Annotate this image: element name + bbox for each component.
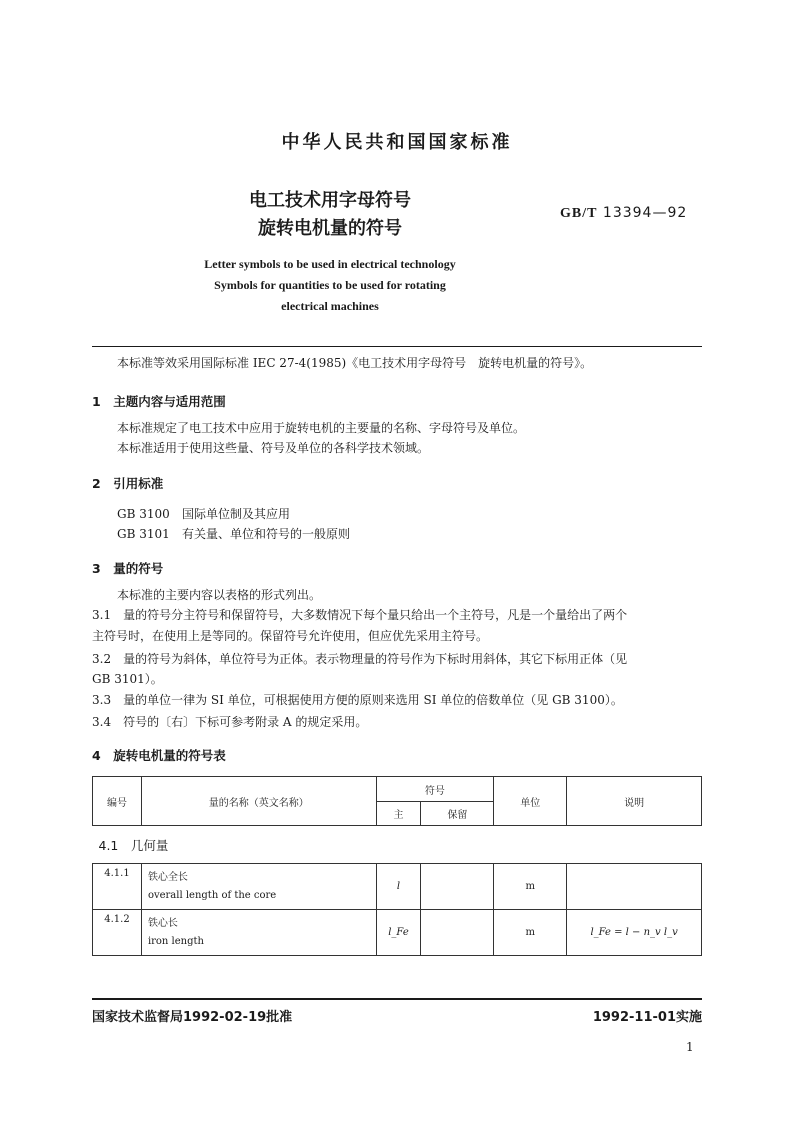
row-main-symbol: l <box>376 864 421 910</box>
clause-3-1-line-2: 主符号时，在使用上是等同的。保留符号允许使用，但应优先采用主符号。 <box>92 629 489 643</box>
standard-prefix: GB/T <box>560 206 598 221</box>
row-name-en: overall length of the core <box>147 889 277 901</box>
group-heading: 4.1 几何量 <box>93 826 702 864</box>
section-2-heading: 2 引用标准 <box>92 476 164 491</box>
row-unit: m <box>494 910 567 956</box>
section-3-heading: 3 量的符号 <box>92 561 164 576</box>
header-reserve-symbol: 保留 <box>421 802 494 826</box>
header-symbol: 符号 <box>376 777 494 802</box>
clause-3-2-line-2: GB 3101）。 <box>92 672 163 686</box>
row-main-symbol: l_Fe <box>376 910 421 956</box>
section-1-heading: 1 主题内容与适用范围 <box>92 394 226 409</box>
reference-title-2: 有关量、单位和符号的一般原则 <box>182 527 351 541</box>
section-3-intro: 本标准的主要内容以表格的形式列出。 <box>117 588 322 602</box>
effective-date: 1992-11-01实施 <box>592 1010 702 1025</box>
clause-3-4: 3.4 符号的〔右〕下标可参考附录 A 的规定采用。 <box>92 715 368 729</box>
section-4-heading: 4 旋转电机量的符号表 <box>92 748 226 763</box>
row-remark: l_Fe = l − n_v l_v <box>567 910 702 956</box>
clause-3-3: 3.3 量的单位一律为 SI 单位，可根据使用方便的原则来选用 SI 单位的倍数单位（见 GB 3100）。 <box>92 693 623 707</box>
row-reserve-symbol <box>421 910 494 956</box>
title-line-1: 电工技术用字母符号 <box>249 190 411 211</box>
row-name-en: iron length <box>147 935 204 947</box>
row-unit: m <box>494 864 567 910</box>
table-row <box>93 864 702 910</box>
english-title-line-2: Symbols for quantities to be used for rotating <box>214 278 446 292</box>
title-line-2: 旋转电机量的符号 <box>258 218 402 239</box>
reference-code-2: GB 3101 <box>117 527 170 541</box>
english-title-line-3: electrical machines <box>281 299 379 313</box>
row-name-cn: 铁心长 <box>147 917 178 929</box>
intro-paragraph: 本标准等效采用国际标准 IEC 27-4(1985)《电工技术用字母符号 旋转电机量的符号》。 <box>117 356 593 370</box>
section-1-paragraph-1: 本标准规定了电工技术中应用于旋转电机的主要量的名称、字母符号及单位。 <box>117 421 526 435</box>
issuing-body: 中华人民共和国国家标准 <box>281 132 513 153</box>
header-number: 编号 <box>93 777 142 826</box>
standard-code <box>560 205 687 222</box>
section-1-paragraph-2: 本标准适用于使用这些量、符号及单位的各科学技术领域。 <box>117 441 430 455</box>
header-main-symbol: 主 <box>376 802 421 826</box>
table-group-row <box>93 826 702 864</box>
page-number: 1 <box>686 1040 694 1054</box>
reference-title-1: 国际单位制及其应用 <box>182 507 291 521</box>
english-title-line-1: Letter symbols to be used in electrical technology <box>204 257 456 271</box>
row-number: 4.1.1 <box>93 864 142 910</box>
reference-code-1: GB 3100 <box>117 507 170 521</box>
row-reserve-symbol <box>421 864 494 910</box>
table-row <box>93 910 702 956</box>
header-rule <box>92 346 702 347</box>
clause-3-2-line-1: 3.2 量的符号为斜体，单位符号为正体。表示物理量的符号作为下标时用斜体，其它下标用正体（见 <box>92 652 628 666</box>
standard-number: 13394—92 <box>602 205 688 221</box>
header-name: 量的名称（英文名称） <box>141 777 376 826</box>
approval-line: 国家技术监督局1992-02-19批准 <box>92 1010 293 1025</box>
header-unit: 单位 <box>494 777 567 826</box>
row-remark <box>567 864 702 910</box>
row-name-cn: 铁心全长 <box>147 871 188 883</box>
symbol-table <box>92 776 702 956</box>
clause-3-1-line-1: 3.1 量的符号分主符号和保留符号，大多数情况下每个量只给出一个主符号，凡是一个量给出了两个 <box>92 608 628 622</box>
table-header-row <box>93 777 702 802</box>
footer-rule <box>92 998 702 1000</box>
row-name <box>141 910 376 956</box>
header-remark: 说明 <box>567 777 702 826</box>
row-name <box>141 864 376 910</box>
row-number: 4.1.2 <box>93 910 142 956</box>
